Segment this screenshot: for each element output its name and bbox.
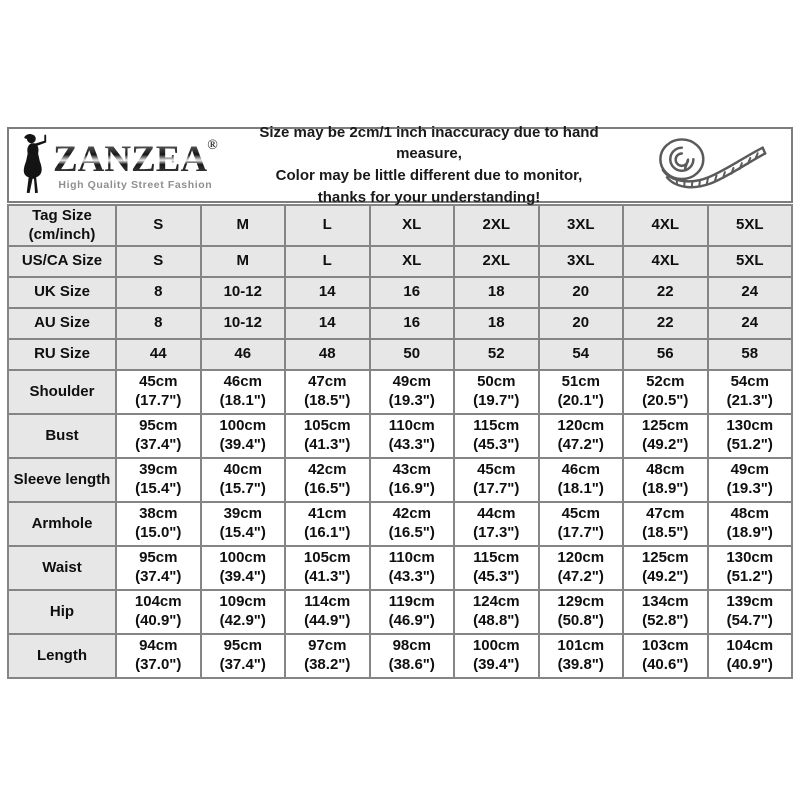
row-label-au-size <box>8 308 116 339</box>
cell-line: 45cm <box>477 461 516 479</box>
cell-au-size-5XL <box>708 308 793 339</box>
cell-line: 48cm <box>730 505 769 523</box>
cell-line: (18.9") <box>726 524 773 541</box>
cell-line: 100cm <box>219 417 267 435</box>
cell-line: 49cm <box>392 373 431 391</box>
cell-line: 101cm <box>557 637 605 655</box>
cell-line: 46cm <box>223 373 262 391</box>
cell-tag-size-3XL <box>539 205 624 246</box>
cell-bust-4XL <box>623 414 708 458</box>
row-label-sleeve-length <box>8 458 116 502</box>
cell-line: 47cm <box>308 373 347 391</box>
cell-shoulder-4XL <box>623 370 708 414</box>
cell-line: 45cm <box>139 373 178 391</box>
cell-line: 24 <box>741 283 759 301</box>
cell-hip-XL <box>370 590 455 634</box>
cell-waist-XL <box>370 546 455 590</box>
cell-line: 4XL <box>651 216 679 234</box>
measuring-tape-icon <box>623 132 791 198</box>
cell-hip-S <box>116 590 201 634</box>
cell-au-size-S <box>116 308 201 339</box>
row-label-uk-size <box>8 277 116 308</box>
cell-line: 47cm <box>646 505 685 523</box>
cell-line: 16 <box>403 283 421 301</box>
cell-line: 95cm <box>139 549 178 567</box>
registered-mark: ® <box>207 138 218 153</box>
cell-line: (51.2") <box>726 436 773 453</box>
cell-sleeve-length-2XL <box>454 458 539 502</box>
cell-line: Tag Size <box>32 206 92 224</box>
cell-line: 105cm <box>303 549 351 567</box>
disclaimer-line: thanks for your understanding! <box>317 188 541 206</box>
cell-line: 52cm <box>646 373 685 391</box>
header-banner <box>7 123 793 206</box>
cell-line: 58 <box>741 345 759 363</box>
cell-au-size-4XL <box>623 308 708 339</box>
cell-line: 45cm <box>561 505 600 523</box>
cell-line: Waist <box>42 558 82 576</box>
cell-line: (47.2") <box>557 568 604 585</box>
cell-line: (18.1") <box>219 392 266 409</box>
cell-line: Armhole <box>31 514 93 532</box>
cell-uk-size-S <box>116 277 201 308</box>
table-row-length <box>8 634 792 678</box>
cell-line: (18.9") <box>642 480 689 497</box>
woman-silhouette-icon <box>17 133 51 197</box>
cell-hip-M <box>201 590 286 634</box>
cell-armhole-L <box>285 502 370 546</box>
cell-ru-size-XL <box>370 339 455 370</box>
cell-usca-size-XL <box>370 246 455 277</box>
cell-line: (37.4") <box>135 436 182 453</box>
cell-line: (38.6") <box>388 656 435 673</box>
cell-tag-size-5XL <box>708 205 793 246</box>
cell-tag-size-L <box>285 205 370 246</box>
cell-line: 22 <box>656 283 674 301</box>
cell-armhole-5XL <box>708 502 793 546</box>
cell-line: 48 <box>318 345 336 363</box>
cell-line: (37.4") <box>135 568 182 585</box>
cell-line: 40cm <box>223 461 262 479</box>
cell-shoulder-S <box>116 370 201 414</box>
cell-line: 39cm <box>223 505 262 523</box>
cell-line: (40.6") <box>642 656 689 673</box>
cell-line: 100cm <box>219 549 267 567</box>
cell-uk-size-M <box>201 277 286 308</box>
disclaimer-line: Size may be 2cm/1 inch inaccuracy due to hand measure, <box>259 123 599 163</box>
cell-tag-size-S <box>116 205 201 246</box>
cell-line: (19.7") <box>473 392 520 409</box>
cell-line: 54cm <box>730 373 769 391</box>
cell-line: 103cm <box>641 637 689 655</box>
cell-ru-size-5XL <box>708 339 793 370</box>
cell-length-4XL <box>623 634 708 678</box>
cell-line: 14 <box>318 314 336 332</box>
cell-line: (37.4") <box>219 656 266 673</box>
cell-line: 5XL <box>735 216 764 234</box>
cell-waist-4XL <box>623 546 708 590</box>
table-row-ru-size <box>8 339 792 370</box>
cell-line: (50.8") <box>557 612 604 629</box>
cell-line: (44.9") <box>304 612 351 629</box>
cell-line: 50 <box>403 345 421 363</box>
cell-line: (16.5") <box>388 524 435 541</box>
cell-line: (39.4") <box>219 568 266 585</box>
cell-line: (40.9") <box>135 612 182 629</box>
cell-armhole-2XL <box>454 502 539 546</box>
cell-line: 46cm <box>561 461 600 479</box>
cell-line: (19.3") <box>726 480 773 497</box>
cell-tag-size-2XL <box>454 205 539 246</box>
cell-line: 14 <box>318 283 336 301</box>
cell-shoulder-5XL <box>708 370 793 414</box>
cell-line: 104cm <box>726 637 774 655</box>
cell-au-size-M <box>201 308 286 339</box>
cell-line: (42.9") <box>219 612 266 629</box>
cell-waist-M <box>201 546 286 590</box>
cell-line: 20 <box>572 314 590 332</box>
cell-bust-XL <box>370 414 455 458</box>
cell-line: 115cm <box>473 549 520 567</box>
cell-line: (20.1") <box>557 392 604 409</box>
cell-armhole-XL <box>370 502 455 546</box>
cell-line: (16.5") <box>304 480 351 497</box>
cell-line: AU Size <box>34 314 90 332</box>
cell-uk-size-XL <box>370 277 455 308</box>
cell-line: 134cm <box>641 593 689 611</box>
cell-line: (cm/inch) <box>28 225 96 243</box>
cell-line: 52 <box>487 345 505 363</box>
cell-line: M <box>236 252 249 270</box>
cell-line: 109cm <box>219 593 267 611</box>
cell-uk-size-3XL <box>539 277 624 308</box>
cell-line: 20 <box>572 283 590 301</box>
cell-line: XL <box>402 216 422 234</box>
cell-line: 44cm <box>477 505 516 523</box>
table-row-bust <box>8 414 792 458</box>
cell-length-3XL <box>539 634 624 678</box>
cell-length-2XL <box>454 634 539 678</box>
cell-sleeve-length-4XL <box>623 458 708 502</box>
cell-line: (19.3") <box>388 392 435 409</box>
table-row-tag-size <box>8 205 792 246</box>
row-label-ru-size <box>8 339 116 370</box>
cell-bust-5XL <box>708 414 793 458</box>
cell-usca-size-3XL <box>539 246 624 277</box>
cell-tag-size-4XL <box>623 205 708 246</box>
cell-waist-L <box>285 546 370 590</box>
brand-wordmark <box>53 139 218 191</box>
cell-ru-size-4XL <box>623 339 708 370</box>
cell-line: 119cm <box>388 593 435 611</box>
cell-line: Bust <box>45 426 79 444</box>
cell-line: 18 <box>487 314 505 332</box>
cell-shoulder-3XL <box>539 370 624 414</box>
cell-line: 16 <box>403 314 421 332</box>
cell-line: 54 <box>572 345 590 363</box>
cell-bust-3XL <box>539 414 624 458</box>
cell-line: 130cm <box>726 417 774 435</box>
row-label-armhole <box>8 502 116 546</box>
cell-shoulder-L <box>285 370 370 414</box>
cell-line: (37.0") <box>135 656 182 673</box>
cell-line: (39.4") <box>473 656 520 673</box>
brand-name: ZANZEA <box>53 139 208 180</box>
cell-line: (38.2") <box>304 656 351 673</box>
cell-hip-4XL <box>623 590 708 634</box>
cell-line: 41cm <box>308 505 347 523</box>
cell-line: (46.9") <box>388 612 435 629</box>
cell-uk-size-L <box>285 277 370 308</box>
cell-ru-size-S <box>116 339 201 370</box>
cell-line: Length <box>37 646 87 664</box>
cell-hip-3XL <box>539 590 624 634</box>
cell-uk-size-2XL <box>454 277 539 308</box>
cell-length-M <box>201 634 286 678</box>
cell-line: (39.8") <box>557 656 604 673</box>
cell-shoulder-2XL <box>454 370 539 414</box>
cell-line: UK Size <box>34 283 90 301</box>
cell-line: (16.1") <box>304 524 351 541</box>
cell-line: L <box>322 252 332 270</box>
cell-line: 3XL <box>566 216 595 234</box>
cell-length-L <box>285 634 370 678</box>
cell-line: 104cm <box>134 593 182 611</box>
cell-line: 38cm <box>139 505 178 523</box>
cell-line: 50cm <box>477 373 516 391</box>
cell-armhole-3XL <box>539 502 624 546</box>
table-row-uk-size <box>8 277 792 308</box>
cell-line: 125cm <box>641 549 689 567</box>
row-label-usca-size <box>8 246 116 277</box>
row-label-hip <box>8 590 116 634</box>
cell-line: 3XL <box>566 252 595 270</box>
cell-usca-size-M <box>201 246 286 277</box>
cell-line: (17.7") <box>557 524 604 541</box>
cell-line: US/CA Size <box>21 252 103 270</box>
cell-line: (17.7") <box>135 392 182 409</box>
cell-line: (18.5") <box>304 392 351 409</box>
cell-line: 2XL <box>482 216 510 234</box>
cell-line: 115cm <box>473 417 520 435</box>
cell-line: (20.5") <box>642 392 689 409</box>
table-row-au-size <box>8 308 792 339</box>
cell-tag-size-M <box>201 205 286 246</box>
cell-line: S <box>153 216 164 234</box>
cell-line: (15.4") <box>135 480 182 497</box>
cell-bust-M <box>201 414 286 458</box>
cell-line: 129cm <box>557 593 605 611</box>
cell-line: (15.7") <box>219 480 266 497</box>
cell-line: 10-12 <box>223 314 262 332</box>
cell-uk-size-4XL <box>623 277 708 308</box>
cell-waist-3XL <box>539 546 624 590</box>
cell-line: 94cm <box>139 637 178 655</box>
size-chart-table <box>7 204 793 679</box>
cell-line: 105cm <box>303 417 351 435</box>
cell-line: 44 <box>149 345 167 363</box>
cell-line: (49.2") <box>642 568 689 585</box>
cell-line: (49.2") <box>642 436 689 453</box>
cell-hip-2XL <box>454 590 539 634</box>
cell-line: Sleeve length <box>13 470 111 488</box>
cell-line: 124cm <box>472 593 520 611</box>
table-row-armhole <box>8 502 792 546</box>
cell-line: (17.7") <box>473 480 520 497</box>
cell-armhole-M <box>201 502 286 546</box>
cell-line: (52.8") <box>642 612 689 629</box>
cell-length-S <box>116 634 201 678</box>
row-label-shoulder <box>8 370 116 414</box>
cell-line: (39.4") <box>219 436 266 453</box>
brand-tagline: High Quality Street Fashion <box>58 179 213 191</box>
cell-line: Shoulder <box>29 382 95 400</box>
cell-line: 42cm <box>308 461 347 479</box>
cell-line: (43.3") <box>388 436 435 453</box>
cell-line: 43cm <box>392 461 431 479</box>
cell-bust-S <box>116 414 201 458</box>
cell-waist-5XL <box>708 546 793 590</box>
cell-hip-5XL <box>708 590 793 634</box>
cell-waist-S <box>116 546 201 590</box>
cell-usca-size-S <box>116 246 201 277</box>
cell-sleeve-length-5XL <box>708 458 793 502</box>
cell-line: 120cm <box>557 417 605 435</box>
row-label-waist <box>8 546 116 590</box>
cell-line: Hip <box>49 602 75 620</box>
cell-line: 56 <box>656 345 674 363</box>
cell-line: (15.4") <box>219 524 266 541</box>
table-row-waist <box>8 546 792 590</box>
cell-au-size-3XL <box>539 308 624 339</box>
cell-bust-L <box>285 414 370 458</box>
table-row-hip <box>8 590 792 634</box>
cell-usca-size-5XL <box>708 246 793 277</box>
brand-logo <box>9 133 235 197</box>
cell-line: 10-12 <box>223 283 262 301</box>
cell-line: 8 <box>154 314 163 332</box>
cell-line: 48cm <box>646 461 685 479</box>
cell-line: 97cm <box>308 637 347 655</box>
cell-line: (41.3") <box>304 568 351 585</box>
cell-shoulder-M <box>201 370 286 414</box>
cell-length-5XL <box>708 634 793 678</box>
table-row-usca-size <box>8 246 792 277</box>
cell-sleeve-length-M <box>201 458 286 502</box>
cell-line: (16.9") <box>388 480 435 497</box>
cell-line: (43.3") <box>388 568 435 585</box>
cell-line: (18.1") <box>557 480 604 497</box>
cell-au-size-XL <box>370 308 455 339</box>
cell-line: (41.3") <box>304 436 351 453</box>
cell-line: 125cm <box>641 417 689 435</box>
cell-bust-2XL <box>454 414 539 458</box>
cell-line: (48.8") <box>473 612 520 629</box>
cell-line: (15.0") <box>135 524 182 541</box>
cell-line: 110cm <box>388 549 435 567</box>
cell-line: (47.2") <box>557 436 604 453</box>
cell-sleeve-length-3XL <box>539 458 624 502</box>
cell-line: (17.3") <box>473 524 520 541</box>
cell-line: XL <box>402 252 422 270</box>
cell-line: 130cm <box>726 549 774 567</box>
cell-line: 95cm <box>139 417 178 435</box>
cell-line: M <box>236 216 249 234</box>
cell-line: (21.3") <box>726 392 773 409</box>
row-label-bust <box>8 414 116 458</box>
cell-line: 4XL <box>651 252 679 270</box>
cell-line: 98cm <box>392 637 431 655</box>
cell-line: (40.9") <box>726 656 773 673</box>
cell-usca-size-L <box>285 246 370 277</box>
cell-line: 18 <box>487 283 505 301</box>
row-label-tag-size <box>8 205 116 246</box>
table-row-sleeve-length <box>8 458 792 502</box>
cell-line: 100cm <box>472 637 520 655</box>
cell-line: S <box>153 252 164 270</box>
cell-line: 95cm <box>223 637 262 655</box>
cell-line: 139cm <box>726 593 774 611</box>
cell-line: (54.7") <box>726 612 773 629</box>
cell-ru-size-3XL <box>539 339 624 370</box>
size-disclaimer <box>235 122 623 209</box>
cell-line: 46 <box>234 345 252 363</box>
table-row-shoulder <box>8 370 792 414</box>
cell-line: L <box>322 216 332 234</box>
disclaimer-line: Color may be little different due to monitor, <box>275 167 583 184</box>
cell-ru-size-L <box>285 339 370 370</box>
cell-line: 8 <box>154 283 163 301</box>
cell-au-size-2XL <box>454 308 539 339</box>
cell-line: (51.2") <box>726 568 773 585</box>
cell-line: 2XL <box>482 252 510 270</box>
cell-shoulder-XL <box>370 370 455 414</box>
cell-line: (45.3") <box>473 436 520 453</box>
cell-hip-L <box>285 590 370 634</box>
cell-ru-size-2XL <box>454 339 539 370</box>
cell-line: 49cm <box>730 461 769 479</box>
cell-line: 39cm <box>139 461 178 479</box>
cell-line: 114cm <box>304 593 351 611</box>
cell-line: 42cm <box>392 505 431 523</box>
cell-sleeve-length-XL <box>370 458 455 502</box>
cell-ru-size-M <box>201 339 286 370</box>
row-label-length <box>8 634 116 678</box>
cell-line: 24 <box>741 314 759 332</box>
cell-line: 51cm <box>561 373 600 391</box>
cell-line: 120cm <box>557 549 605 567</box>
cell-line: (18.5") <box>642 524 689 541</box>
cell-tag-size-XL <box>370 205 455 246</box>
cell-au-size-L <box>285 308 370 339</box>
cell-line: 110cm <box>388 417 435 435</box>
cell-sleeve-length-S <box>116 458 201 502</box>
cell-armhole-4XL <box>623 502 708 546</box>
cell-usca-size-4XL <box>623 246 708 277</box>
cell-line: 22 <box>656 314 674 332</box>
cell-sleeve-length-L <box>285 458 370 502</box>
cell-line: (45.3") <box>473 568 520 585</box>
cell-length-XL <box>370 634 455 678</box>
cell-line: RU Size <box>34 345 90 363</box>
cell-usca-size-2XL <box>454 246 539 277</box>
cell-line: 5XL <box>735 252 764 270</box>
cell-waist-2XL <box>454 546 539 590</box>
cell-armhole-S <box>116 502 201 546</box>
cell-uk-size-5XL <box>708 277 793 308</box>
